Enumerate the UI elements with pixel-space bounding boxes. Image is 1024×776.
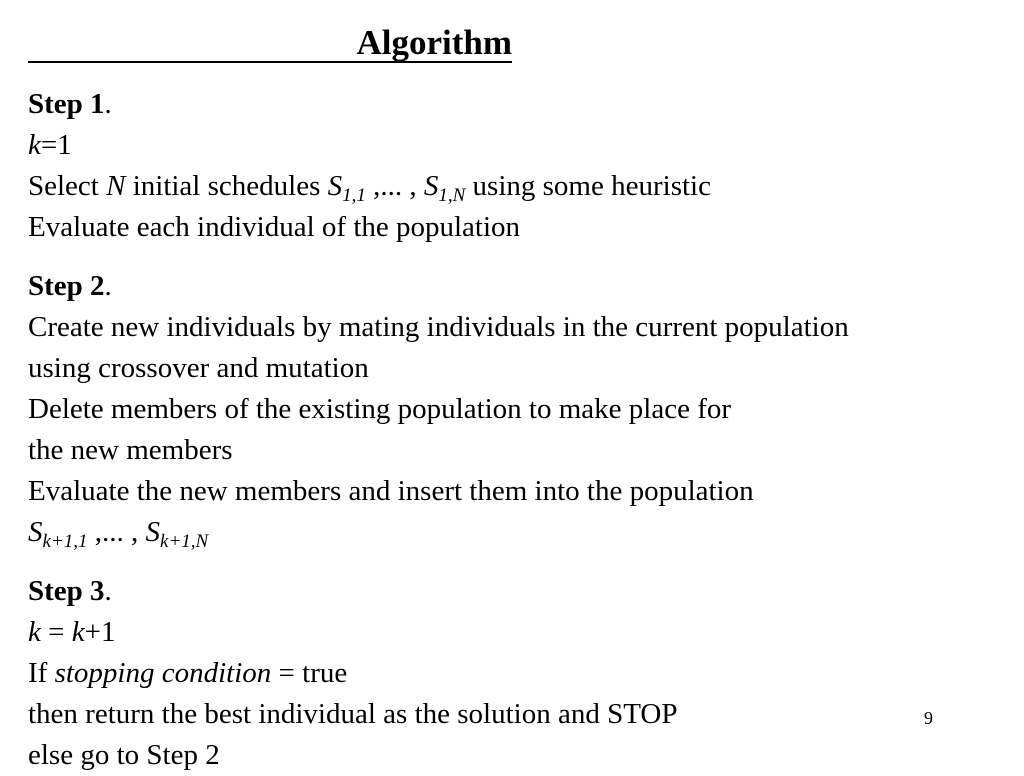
step3-then-line: then return the best individual as the solution and STOP xyxy=(28,698,678,730)
step1-select-line xyxy=(28,166,1008,207)
step2-heading: Step 2 xyxy=(28,270,105,302)
if-post: = true xyxy=(271,657,348,689)
equals-sign: = xyxy=(40,616,72,648)
page-number: 9 xyxy=(924,708,933,728)
s-subscript: k+1,N xyxy=(160,531,209,552)
ellipsis-sep: ,... , xyxy=(87,516,146,548)
if-pre: If xyxy=(28,657,55,689)
s-symbol: S xyxy=(145,516,161,548)
algorithm-body xyxy=(28,84,1008,776)
s-subscript: 1,N xyxy=(438,185,466,206)
step3-k-line xyxy=(28,612,1008,653)
k-assign: =1 xyxy=(40,129,72,161)
step1-heading: Step 1 xyxy=(28,88,105,120)
spacer xyxy=(28,553,1008,571)
s-symbol: S xyxy=(327,170,343,202)
s-symbol: S xyxy=(423,170,439,202)
title-row xyxy=(28,22,512,68)
step3-heading: Step 3 xyxy=(28,575,105,607)
step3-else-line: else go to Step 2 xyxy=(28,739,220,771)
k-variable: k xyxy=(28,129,41,161)
step2-line: Evaluate the new members and insert them into the population xyxy=(28,475,754,507)
s-subscript: k+1,1 xyxy=(42,531,88,552)
select-mid: initial schedules xyxy=(125,170,328,202)
spacer xyxy=(28,248,1008,266)
plus-one: +1 xyxy=(84,616,116,648)
step2-line: Create new individuals by mating individuals in the current population xyxy=(28,311,849,343)
step2-line: the new members xyxy=(28,434,233,466)
s-subscript: 1,1 xyxy=(342,185,366,206)
select-post: using some heuristic xyxy=(465,170,711,202)
n-variable: N xyxy=(106,170,126,202)
step1-k-line xyxy=(28,125,1008,166)
step3-heading-line: Step 3. xyxy=(28,575,112,607)
step2-s-line xyxy=(28,512,1008,553)
step2-heading-line: Step 2. xyxy=(28,270,112,302)
ellipsis-sep: ,... , xyxy=(365,170,424,202)
slide-title: Algorithm xyxy=(356,23,512,62)
s-symbol: S xyxy=(28,516,43,548)
stopping-condition: stopping condition xyxy=(54,657,272,689)
step1-heading-line: Step 1. xyxy=(28,88,112,120)
step1-evaluate-line: Evaluate each individual of the population xyxy=(28,211,521,243)
select-pre: Select xyxy=(28,170,107,202)
k-variable: k xyxy=(28,616,41,648)
step3-if-line xyxy=(28,653,1008,694)
step2-line: using crossover and mutation xyxy=(28,352,369,384)
step2-line: Delete members of the existing population to make place for xyxy=(28,393,732,425)
k-variable: k xyxy=(71,616,85,648)
